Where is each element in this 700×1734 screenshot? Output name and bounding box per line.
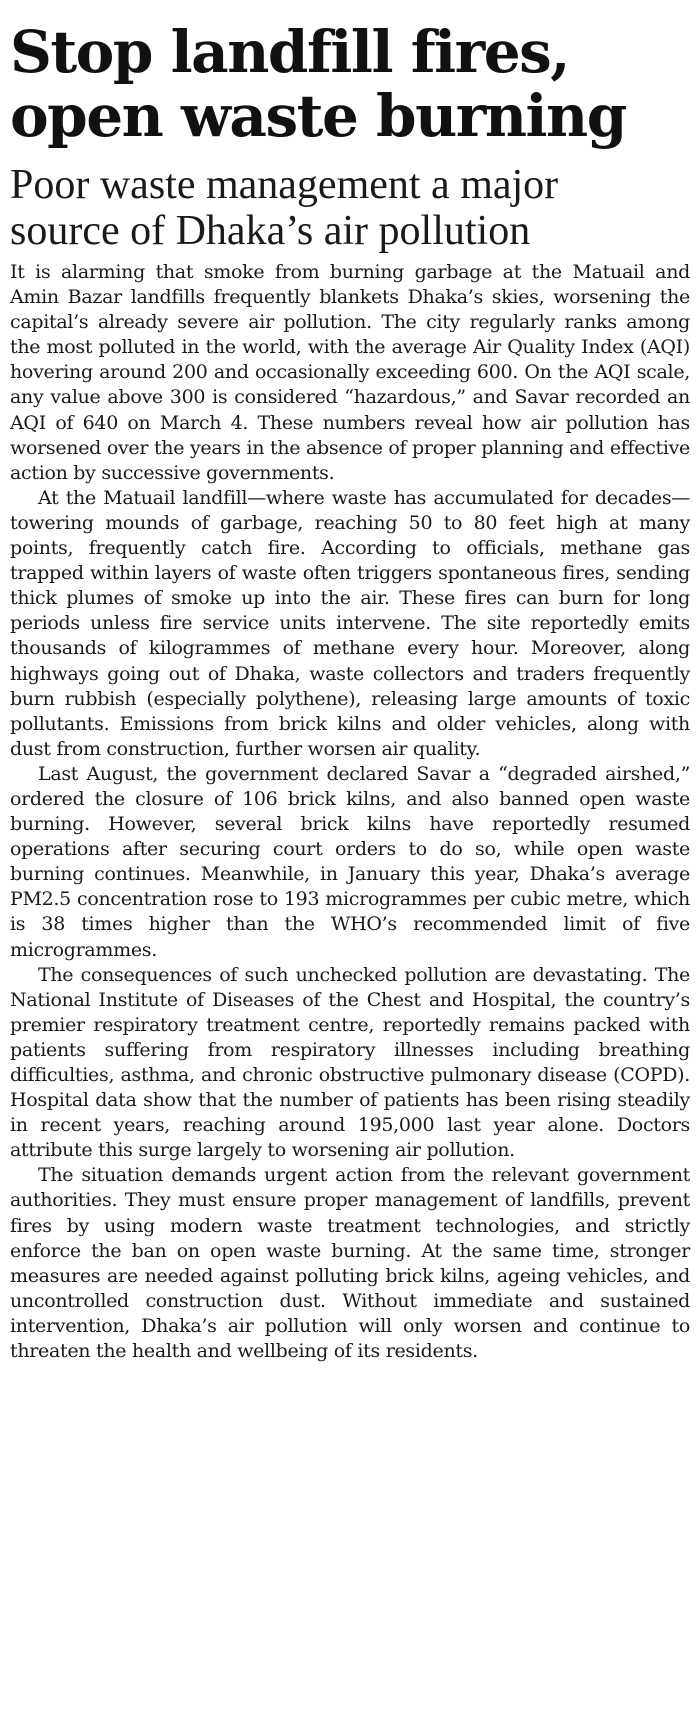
headline-line-2: open waste burning	[10, 82, 626, 150]
subheadline-line-1: Poor waste management a major	[10, 162, 559, 208]
paragraph-4: The consequences of such unchecked pollution are devastating. The National Institute of Diseases of the Chest and Hospital, the country’s premier respiratory treatment centre, reportedly remains packed with patients suffering from respiratory illnesses including breathing difficulties, asthma, and chronic obstructive pulmonary disease (COPD). Hospital data show that the number of patients has been rising steadily in recent years, reaching around 195,000 last year alone. Doctors attribute this surge largely to worsening air pollution.	[10, 963, 690, 1162]
subheadline-line-2: source of Dhaka’s air pollution	[10, 208, 531, 254]
subheadline	[10, 162, 690, 254]
editorial-page	[0, 20, 700, 1734]
headline	[10, 20, 690, 148]
paragraph-5: The situation demands urgent action from the relevant government authorities. They must ensure proper management of landfills, prevent fires by using modern waste treatment technologies, and strictly enforce the ban on open waste burning. At the same time, stronger measures are needed against polluting brick kilns, ageing vehicles, and uncontrolled construction dust. Without immediate and sustained intervention, Dhaka’s air pollution will only worsen and continue to threaten the health and wellbeing of its residents.	[10, 1164, 690, 1363]
headline-line-1: Stop landfill fires,	[10, 18, 569, 86]
paragraph-2: At the Matuail landfill—where waste has accumulated for decades—towering mounds of garbage, reaching 50 to 80 feet high at many points, frequently catch fire. According to officials, methane gas trapped within layers of waste often triggers spontaneous fires, sending thick plumes of smoke up into the air. These fires can burn for long periods unless fire service units intervene. The site reportedly emits thousands of kilogrammes of methane every hour. Moreover, along highways going out of Dhaka, waste collectors and traders frequently burn rubbish (especially polythene), releasing large amounts of toxic pollutants. Emissions from brick kilns and older vehicles, along with dust from construction, further worsen air quality.	[10, 486, 690, 760]
paragraph-3: Last August, the government declared Savar a “degraded airshed,” ordered the closure of 106 brick kilns, and also banned open waste burning. However, several brick kilns have reportedly resumed operations after securing court orders to do so, while open waste burning continues. Meanwhile, in January this year, Dhaka’s average PM2.5 concentration rose to 193 microgrammes per cubic metre, which is 38 times higher than the WHO’s recommended limit of five microgrammes.	[10, 762, 690, 961]
article-body	[10, 260, 690, 1364]
paragraph-1: It is alarming that smoke from burning garbage at the Matuail and Amin Bazar landfills frequently blankets Dhaka’s skies, worsening the capital’s already severe air pollution. The city regularly ranks among the most polluted in the world, with the average Air Quality Index (AQI) hovering around 200 and occasionally exceeding 600. On the AQI scale, any value above 300 is considered “hazardous,” and Savar recorded an AQI of 640 on March 4. These numbers reveal how air pollution has worsened over the years in the absence of proper planning and effective action by successive governments.	[10, 261, 690, 484]
